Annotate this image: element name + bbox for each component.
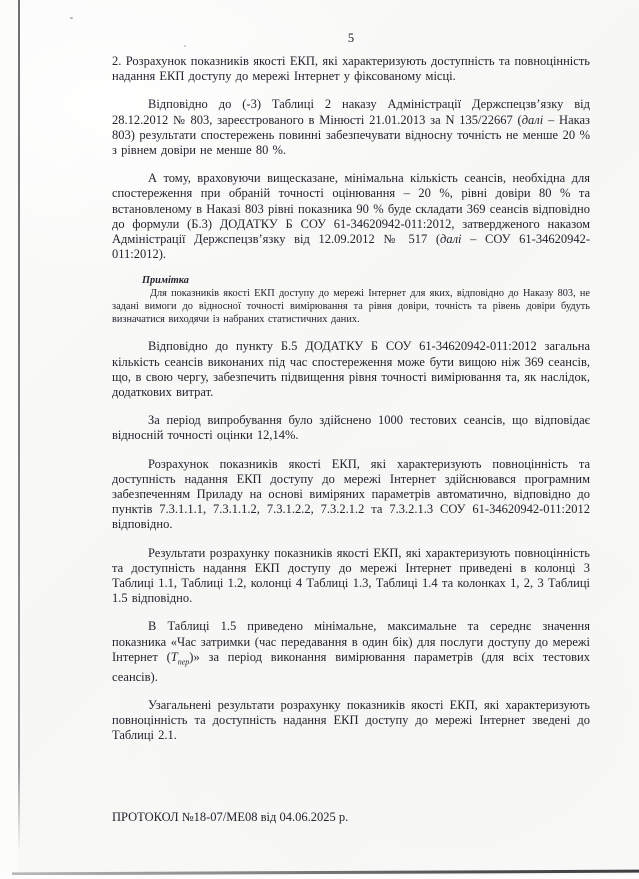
paragraph-text: Результати розрахунку показників якості ЕКП, які характеризують повноцінність та доступність надання ЕКП доступу до мережі Інтернет приведені в колонці 3 Таблиці 1.1, Таблиці 1.2, колонці 4 Таблиці 1.3, Таблиці 1.4 та колонках 1, 2, 3 Таблиці 1.5 відповідно. — [112, 545, 590, 606]
scan-left-edge-line — [18, 0, 20, 851]
paragraph-text: В Таблиці 1.5 приведено мінімальне, максимальне та середнє значення показника «Час затримки (час передавання в один бік) для послуги доступу до мережі Інтернет ( — [112, 619, 590, 664]
paragraph-text: Відповідно до (-3) Таблиці 2 наказу Адміністрації Держспецзв’язку від 28.12.2012 № 803, зареєстрованого в Мінюсті 21.01.2013 за N 135/22667 ( — [112, 97, 590, 127]
paragraph-summary — [112, 698, 590, 744]
italic-dali: далі — [440, 232, 462, 247]
scan-speck — [70, 17, 73, 19]
paragraph-text: Узагальнені результати розрахунку показників якості ЕКП, які характеризують повноцінність та доступність надання ЕКП доступу до мережі Інтернет зведені до Таблиці 2.1. — [112, 697, 590, 743]
page-number: 5 — [347, 31, 355, 45]
paragraph-text: За період випробування було здійснено 1000 тестових сеансів, що відповідає відносній точності оцінки 12,14%. — [112, 413, 590, 443]
paragraph-text: А тому, враховуючи вищесказане, мінімальна кількість сеансів, необхідна для спостереження при обраній точності оцінювання – 20 %, рівні довіри 80 % та встановленому в Наказі 803 рівні показника 90 % буде складати 369 сеансів відповідно до формули (Б.3) ДОДАТКУ Б СОУ 61-34620942-011:2012, затвердженого наказом Адміністрації Держспецзв’язку від 12.09.2012 № 517 ( — [112, 171, 590, 247]
italic-dali: далі — [521, 112, 544, 127]
paragraph-text: – СОУ 61-34620942-011:2012). — [112, 232, 590, 262]
scan-bottom-margin — [0, 875, 639, 879]
scan-left-gutter — [0, 0, 18, 879]
paragraph-text: Відповідно до пункту Б.5 ДОДАТКУ Б СОУ 61-34620942-011:2012 загальна кількість сеансів виконаних під час спостереження може бути вищою ніж 369 сеансів, що, в свою чергу, забезпечить підвищення рівня точності вимірювання та, як наслідок, додаткових витрат. — [112, 339, 590, 400]
document-body — [112, 30, 590, 743]
paragraph-text: )» за період виконання вимірювання параметрів (для всіх тестових сеансів). — [112, 649, 590, 684]
note-block — [112, 274, 590, 326]
paragraph-section-heading — [112, 54, 590, 84]
paragraph-text: 2. Розрахунок показників якості ЕКП, які характеризують доступність та повноцінність надання ЕКП доступу до мережі Інтернет у фіксованому місці. — [112, 54, 590, 84]
paragraph-total-sessions — [112, 339, 590, 400]
paragraph-text: Розрахунок показників якості ЕКП, які характеризують повноцінність та доступність надання ЕКП доступу до мережі Інтернет здійснювався програмним забезпеченням Приладу на основі виміряних параметрів автоматично, відповідно до пунктів 7.3.1.1.1, 7.3.1.1.2, 7.3.1.2.2, 7.3.2.1.2 та 7.3.2.1.3 СОУ 61-34620942-011:2012 відповідно. — [112, 456, 590, 532]
protocol-footer: ПРОТОКОЛ №18-07/МЕ08 від 04.06.2025 р. — [112, 810, 349, 824]
paragraph-test-sessions — [112, 413, 590, 443]
paragraph-table-1-5-delay — [112, 619, 590, 684]
paragraph-calculation-method — [112, 457, 590, 533]
note-body: Для показників якості ЕКП доступу до мережі Інтернет для яких, відповідно до Наказу 803, не задані вимоги до відносної точності вимірювання та рівня довіри, точність та рівень довіри будуть визначатися виходячи із набраних статистичних даних. — [112, 288, 590, 326]
paragraph-min-sessions — [112, 171, 590, 262]
note-title: Примітка — [142, 275, 189, 287]
paragraph-text: – Наказ 803) результати спостережень повинні забезпечувати відносну точність не менше 20 % з рівнем довіри не менше 80 %. — [112, 112, 590, 158]
variable-t-subscript: пер — [177, 657, 190, 667]
paragraph-results-columns — [112, 546, 590, 607]
paragraph-order-803 — [112, 97, 590, 158]
variable-t: Т — [170, 649, 178, 664]
